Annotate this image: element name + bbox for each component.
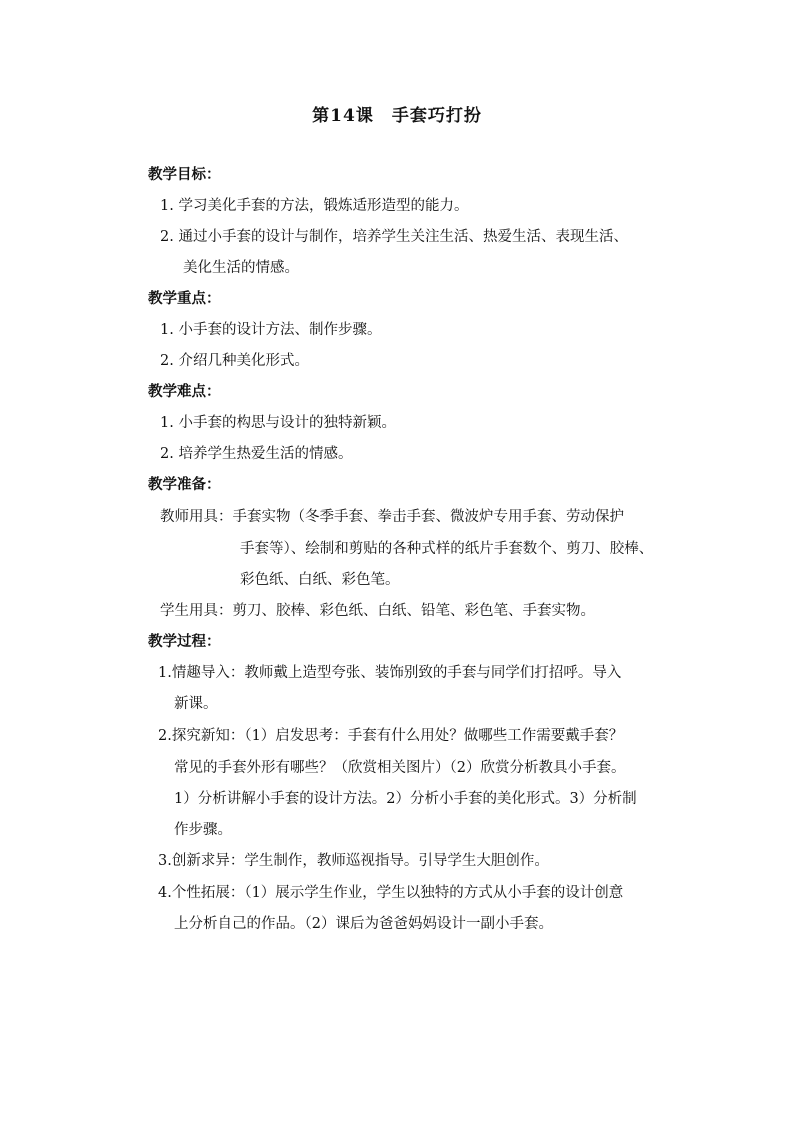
student-tools: 学生用具：剪刀、胶棒、彩色纸、白纸、铅笔、彩色笔、手套实物。	[160, 603, 595, 619]
objective-item-2: 2. 通过小手套的设计与制作，培养学生关注生活、热爱生活、表现生活、	[160, 229, 628, 245]
difficulty-item-2: 2. 培养学生热爱生活的情感。	[160, 446, 353, 462]
process-step-3: 3.创新求异：学生制作，教师巡视指导。引导学生大胆创作。	[158, 853, 549, 869]
keypoint-item-2: 2. 介绍几种美化形式。	[160, 353, 309, 369]
teacher-tools-cont-2: 彩色纸、白纸、彩色笔。	[240, 572, 400, 588]
objective-item-2-cont: 美化生活的情感。	[183, 260, 299, 276]
process-step-2-cont-3: 作步骤。	[174, 822, 232, 838]
process-step-1: 1.情趣导入：教师戴上造型夸张、装饰别致的手套与同学们打招呼。导入	[158, 665, 622, 681]
preparation-heading: 教学准备：	[148, 476, 221, 493]
objectives-heading: 教学目标：	[148, 166, 221, 183]
keypoint-item-1: 1. 小手套的设计方法、制作步骤。	[160, 322, 382, 338]
process-step-4: 4.个性拓展：（1）展示学生作业，学生以独特的方式从小手套的设计创意	[158, 885, 624, 901]
teacher-tools: 教师用具：手套实物（冬季手套、拳击手套、微波炉专用手套、劳动保护	[160, 509, 624, 525]
difficulties-heading: 教学难点：	[148, 383, 221, 400]
keypoints-heading: 教学重点：	[148, 290, 221, 307]
process-step-1-cont: 新课。	[174, 696, 218, 712]
process-step-2-cont-2: 1）分析讲解小手套的设计方法。2）分析小手套的美化形式。3）分析制	[174, 791, 637, 807]
difficulty-item-1: 1. 小手套的构思与设计的独特新颖。	[160, 415, 396, 431]
page-title: 第14课 手套巧打扮	[312, 106, 482, 126]
process-step-2: 2.探究新知：（1）启发思考：手套有什么用处？做哪些工作需要戴手套？	[158, 728, 624, 744]
objective-item-1: 1. 学习美化手套的方法，锻炼适形造型的能力。	[160, 198, 469, 214]
teacher-tools-cont-1: 手套等）、绘制和剪贴的各种式样的纸片手套数个、剪刀、胶棒、	[240, 541, 654, 557]
process-step-2-cont-1: 常见的手套外形有哪些？（欣赏相关图片）（2）欣赏分析教具小手套。	[174, 760, 626, 776]
process-heading: 教学过程：	[148, 633, 221, 650]
process-step-4-cont: 上分析自己的作品。（2）课后为爸爸妈妈设计一副小手套。	[174, 916, 553, 932]
